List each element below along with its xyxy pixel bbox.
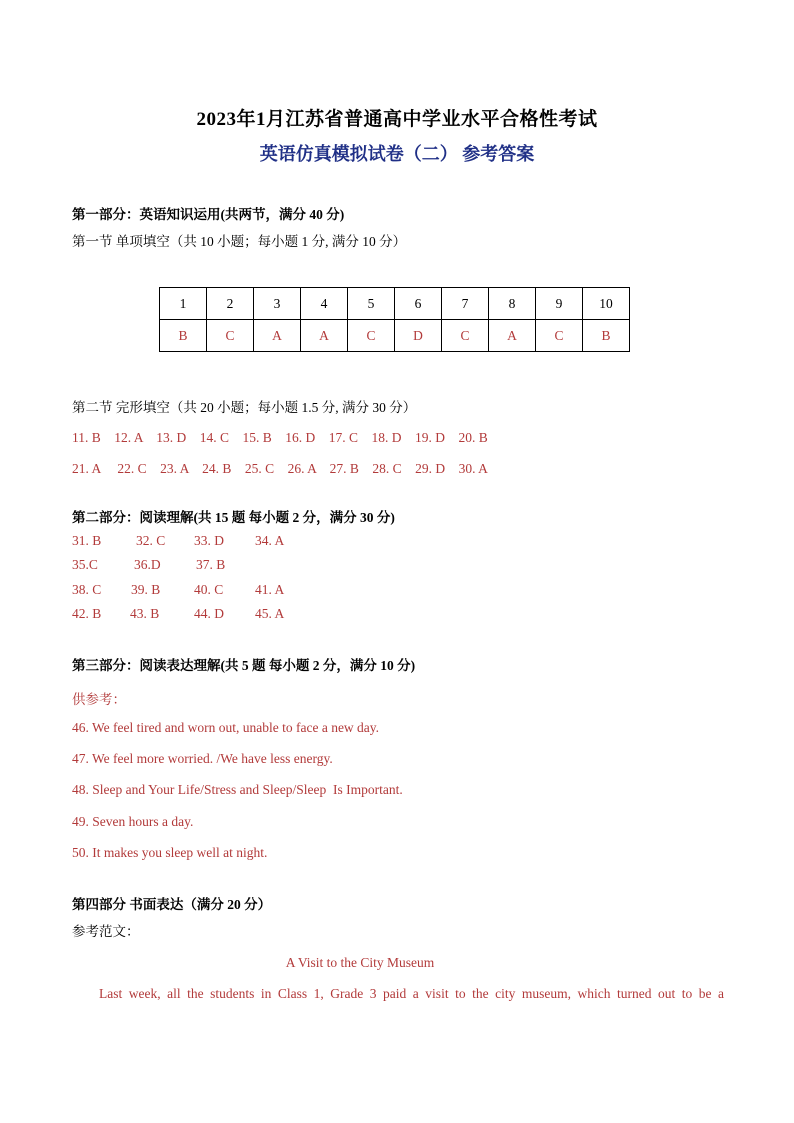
answer-table <box>159 287 630 352</box>
question-number: 10 <box>583 288 630 320</box>
reading-answer: 32. C <box>136 533 166 548</box>
reading-answer: 44. D <box>194 606 224 621</box>
question-number: 4 <box>301 288 348 320</box>
expression-answer-49: 49. Seven hours a day. <box>72 814 194 829</box>
part1-section2-heading: 第二节 完形填空（共 20 小题；每小题 1.5 分, 满分 30 分） <box>72 400 417 415</box>
answer-cell: C <box>348 320 395 352</box>
expression-answer-50: 50. It makes you sleep well at night. <box>72 845 268 860</box>
question-number: 1 <box>160 288 207 320</box>
answer-cell: B <box>160 320 207 352</box>
document-title: 2023年1月江苏省普通高中学业水平合格性考试 <box>196 109 598 130</box>
answer-cell: C <box>207 320 254 352</box>
question-number: 3 <box>254 288 301 320</box>
answer-table-number-row <box>160 288 630 320</box>
reading-answer: 45. A <box>255 606 285 621</box>
reading-answer: 33. D <box>194 533 224 548</box>
answer-table-answer-row <box>160 320 630 352</box>
answer-cell: B <box>583 320 630 352</box>
reading-answer: 40. C <box>194 582 224 597</box>
question-number: 5 <box>348 288 395 320</box>
expression-answer-47: 47. We feel more worried. /We have less energy. <box>72 751 333 766</box>
answer-cell: A <box>301 320 348 352</box>
reading-answer: 37. B <box>196 557 226 572</box>
part3-reference-label: 供参考： <box>72 692 126 707</box>
part1-heading: 第一部分：英语知识运用(共两节，满分 40 分) <box>72 207 345 222</box>
essay-first-line: Last week, all the students in Class 1, Grade 3 paid a visit to the city museum, which turned out to be a <box>99 986 724 1001</box>
part4-reference-label: 参考范文： <box>72 924 140 939</box>
cloze-answers-line-2: 21. A 22. C 23. A 24. B 25. C 26. A 27. B 28. C 29. D 30. A <box>72 461 488 476</box>
cloze-answers-line-1: 11. B 12. A 13. D 14. C 15. B 16. D 17. C 18. D 19. D 20. B <box>72 430 488 445</box>
question-number: 8 <box>489 288 536 320</box>
answer-cell: D <box>395 320 442 352</box>
reading-answer: 38. C <box>72 582 102 597</box>
reading-answer: 34. A <box>255 533 285 548</box>
question-number: 9 <box>536 288 583 320</box>
part2-heading: 第二部分：阅读理解(共 15 题 每小题 2 分，满分 30 分) <box>72 510 395 525</box>
document-subtitle: 英语仿真模拟试卷（二） 参考答案 <box>259 144 535 164</box>
reading-answer: 43. B <box>130 606 160 621</box>
reading-answer: 36.D <box>134 557 161 572</box>
reading-answer: 42. B <box>72 606 102 621</box>
answer-cell: C <box>536 320 583 352</box>
reading-answer: 35.C <box>72 557 98 572</box>
answer-cell: A <box>489 320 536 352</box>
answer-cell: C <box>442 320 489 352</box>
essay-title: A Visit to the City Museum <box>285 955 435 970</box>
question-number: 6 <box>395 288 442 320</box>
reading-answer: 41. A <box>255 582 285 597</box>
part4-heading: 第四部分 书面表达（满分 20 分） <box>72 897 272 912</box>
reading-answer: 39. B <box>131 582 161 597</box>
reading-answer: 31. B <box>72 533 102 548</box>
answer-cell: A <box>254 320 301 352</box>
part1-section1-heading: 第一节 单项填空（共 10 小题；每小题 1 分, 满分 10 分） <box>72 234 407 249</box>
question-number: 2 <box>207 288 254 320</box>
expression-answer-46: 46. We feel tired and worn out, unable to face a new day. <box>72 720 380 735</box>
part3-heading: 第三部分：阅读表达理解(共 5 题 每小题 2 分，满分 10 分) <box>72 658 416 673</box>
question-number: 7 <box>442 288 489 320</box>
expression-answer-48: 48. Sleep and Your Life/Stress and Sleep/Sleep Is Important. <box>72 782 403 797</box>
